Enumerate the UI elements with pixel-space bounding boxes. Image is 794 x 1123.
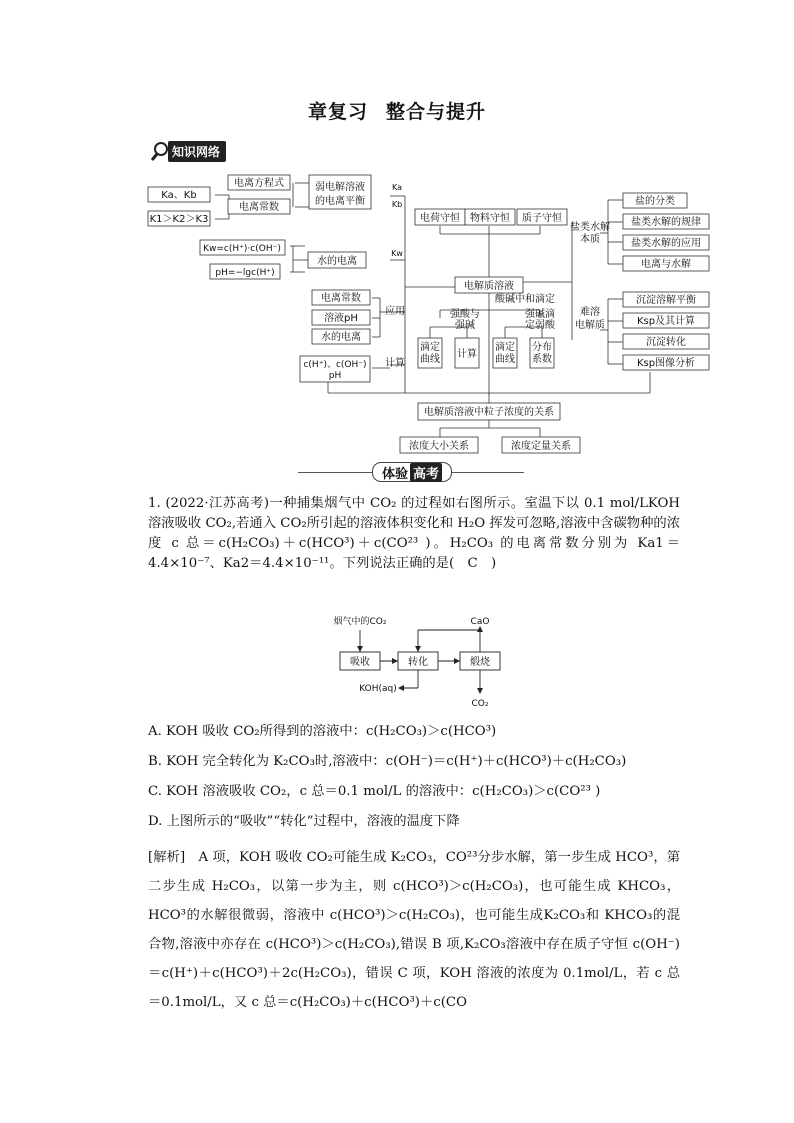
flow-calcine: 煅烧 <box>470 657 490 668</box>
flow-koh: KOH(aq) <box>359 684 397 694</box>
map-label-strong-2: 强碱 <box>455 320 475 331</box>
flow-co2: CO₂ <box>471 699 489 709</box>
map-label-insol-2: 电解质 <box>575 320 605 331</box>
map-node-titr-3a: 滴定 <box>495 342 515 353</box>
title-part-1: 章复习 <box>307 101 368 123</box>
knowledge-map <box>0 0 794 460</box>
section-rule-right <box>452 472 524 473</box>
map-label-ka: Ka <box>391 183 403 192</box>
map-node-calc-ph: pH <box>328 371 342 381</box>
question-stem-text: 1. (2022·江苏高考)一种捕集烟气中 CO₂ 的过程如右图所示。室温下以 0.1 mol/LKOH 溶液吸收 CO₂,若通入 CO₂所引起的溶液体积变化和 H₂O 挥发可忽略,溶液中含碳物种的浓度 c 总＝c(H₂CO₃)＋c(HCO³)＋c(CO²³ )。H₂CO₃ 的电离常数分别为 Ka1＝4.4×10⁻⁷、Ka2＝4.4×10⁻¹¹。下列说法正确的是( C ) <box>148 496 680 571</box>
map-node-titr-4a: 分布 <box>532 342 552 353</box>
option-c: C. KOH 溶液吸收 CO₂，c 总＝0.1 mol/L 的溶液中：c(H₂CO₃)＞c(CO²³ ) <box>148 784 601 799</box>
flow-convert: 转化 <box>408 657 428 668</box>
map-node-kw: Kw=c(H⁺)·c(OH⁻) <box>203 244 281 254</box>
map-node-titr-4b: 系数 <box>532 354 552 365</box>
map-node-relation-1: 浓度大小关系 <box>409 441 469 452</box>
option-b: B. KOH 完全转化为 K₂CO₃时,溶液中：c(OH⁻)＝c(H⁺)＋c(HCO³)＋c(H₂CO₃) <box>148 754 627 769</box>
option-a: A. KOH 吸收 CO₂所得到的溶液中：c(H₂CO₃)＞c(HCO³) <box>148 724 497 739</box>
section-label-b: 高考 <box>410 463 442 482</box>
map-node-ionization-const: 电离常数 <box>239 202 279 213</box>
map-label-apply: 应用 <box>385 306 405 317</box>
map-node-relation: 电解质溶液中粒子浓度的关系 <box>424 407 554 418</box>
map-label-strong-1: 强酸与 <box>450 309 480 320</box>
question-stem <box>148 494 680 574</box>
map-node-water: 水的电离 <box>317 256 357 267</box>
analysis <box>148 843 680 1017</box>
flow-gas: 烟气中的CO₂ <box>333 617 387 627</box>
map-node-hydro-1: 盐的分类 <box>635 196 675 207</box>
map-label-hydro-1: 盐类水解 <box>570 222 610 233</box>
map-node-material: 物料守恒 <box>470 213 510 224</box>
map-node-hydro-4: 电离与水解 <box>641 259 691 270</box>
map-node-titr-1b: 曲线 <box>420 354 440 365</box>
map-node-hydro-2: 盐类水解的规律 <box>631 217 701 228</box>
section-label-a: 体验 <box>381 466 408 482</box>
map-label-weak-2: 定弱酸 <box>525 320 555 331</box>
title-part-2: 整合与提升 <box>386 101 487 123</box>
flow-cao: CaO <box>470 617 490 627</box>
process-flow-diagram <box>300 612 520 712</box>
map-label-hydro-2: 本质 <box>580 234 600 245</box>
map-node-titr-3b: 曲线 <box>495 354 515 365</box>
map-node-ionization-eq: 电离方程式 <box>234 178 284 189</box>
section-header <box>298 462 524 482</box>
map-node-charge: 电荷守恒 <box>420 213 460 224</box>
section-label <box>372 462 452 482</box>
map-node-apply-3: 水的电离 <box>321 332 361 343</box>
map-node-insol-1: 沉淀溶解平衡 <box>636 295 696 306</box>
map-node-insol-4: Ksp图像分析 <box>636 358 696 369</box>
map-node-weak-electrolyte: 弱电解溶液 <box>315 182 365 193</box>
map-node-hydro-3: 盐类水解的应用 <box>631 238 701 249</box>
map-node-center: 电解质溶液 <box>464 281 514 292</box>
map-label-kw: Kw <box>391 249 403 258</box>
option-d: D. 上图所示的“吸收”“转化”过程中，溶液的温度下降 <box>148 814 460 829</box>
map-label-kb: Kb <box>391 200 403 209</box>
badge-label: 知识网络 <box>168 141 226 162</box>
map-label-titration: 酸碱中和滴定 <box>495 294 555 305</box>
analysis-text: [解析] A 项，KOH 吸收 CO₂可能生成 K₂CO₃，CO²³分步水解，第一步生成 HCO³，第二步生成 H₂CO₃，以第一步为主，则 c(HCO³)＞c(H₂CO₃)，也可能生成 KHCO₃，HCO³的水解很微弱，溶液中 c(HCO³)＞c(H₂CO₃)，也可能生成K₂CO₃和 KHCO₃的混合物,溶液中亦存在 c(HCO³)＞c(H₂CO₃),错误 B 项,K₂CO₃溶液中存在质子守恒 c(OH⁻)＝c(H⁺)＋c(HCO³)＋2c(H₂CO₃)，错误 C 项，KOH 溶液的浓度为 0.1mol/L，若 c 总＝0.1mol/L，又 c 总＝c(H₂CO₃)＋c(HCO³)＋c(CO <box>148 850 680 1010</box>
flow-absorb: 吸收 <box>350 657 370 668</box>
map-node-weak-electrolyte-2: 的电离平衡 <box>315 196 365 207</box>
map-node-proton: 质子守恒 <box>522 213 562 224</box>
map-node-titr-1a: 滴定 <box>420 342 440 353</box>
map-label-insol-1: 难溶 <box>580 307 600 318</box>
map-node-titr-2: 计算 <box>457 349 477 360</box>
map-node-apply-1: 电离常数 <box>321 293 361 304</box>
map-label-calc: 计算 <box>385 358 405 369</box>
map-node-calc: c(H⁺)、c(OH⁻) <box>303 360 367 370</box>
map-label-weak-1: 强碱滴 <box>525 309 555 320</box>
map-node-ka-kb: Ka、Kb <box>161 190 197 201</box>
map-node-relation-2: 浓度定量关系 <box>511 441 571 452</box>
map-node-k-order: K1＞K2＞K3 <box>149 214 209 225</box>
section-rule-left <box>298 472 372 473</box>
map-node-apply-2: 溶液pH <box>324 313 358 324</box>
map-node-insol-3: 沉淀转化 <box>646 337 686 348</box>
map-node-insol-2: Ksp及其计算 <box>636 316 696 327</box>
map-node-ph: pH=−lgc(H⁺) <box>215 268 275 278</box>
